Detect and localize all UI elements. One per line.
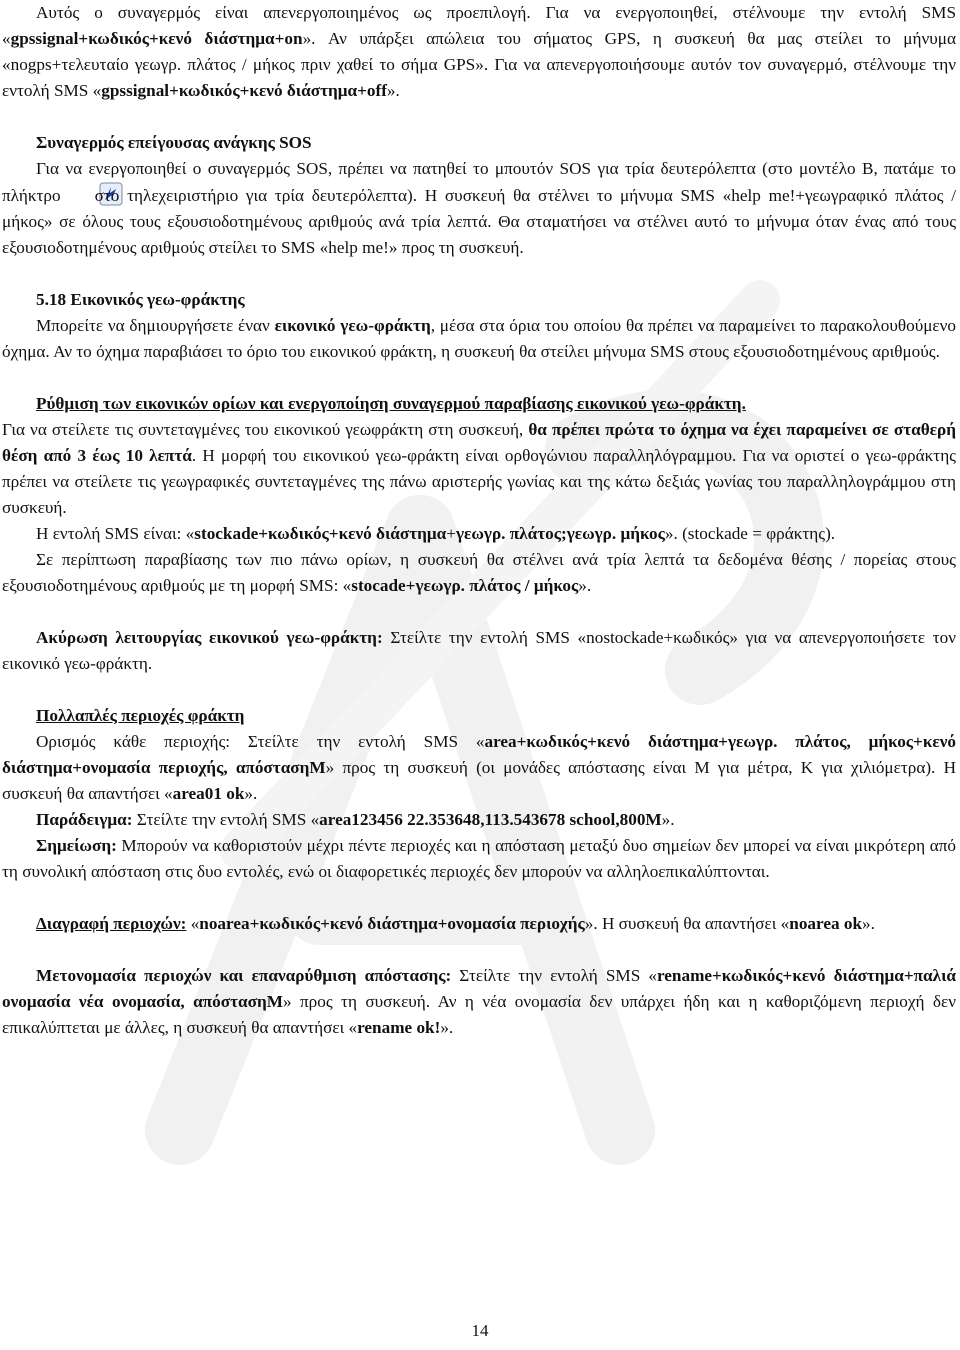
geofence-command-paragraph: Η εντολή SMS είναι: «stockade+κωδικός+κενό διάστημα+γεωγρ. πλάτος;γεωγρ. μήκος». (stockade = φράκτης). [36, 524, 836, 543]
multi-area-heading: Πολλαπλές περιοχές φράκτη [36, 706, 245, 725]
sos-paragraph: Για να ενεργοποιηθεί ο συναγερμός SOS, πρέπει να πατηθεί το μπουτόν SOS για τρία δευτερόλεπτα (στο μοντέλο B, πατάμε το πλήκτρο στο τηλεχειριστήριο για τρία δευτερόλεπτα). Η συσκευή θα στέλνει το μήνυμα SMS «help me!+γεωγραφικό πλάτος / μήκος» σε όλους τους εξουσιοδοτημένους αριθμούς ανά τρία λεπτά. Θα σταματήσει να στέλνει αυτό το μήνυμα όταν ένας από τους εξουσιοδοτημένους αριθμούς στείλει το SMS «help me!» προς τη συσκευή. [2, 159, 956, 257]
multi-area-definition: Ορισμός κάθε περιοχής: Στείλτε την εντολή SMS «area+κωδικός+κενό διάστημα+γεωγρ. πλάτος, μήκος+κενό διάστημα+ονομασία περιοχής, απόστασηM» προς τη συσκευή (οι μονάδες απόστασης είναι M για μέτρα, K για χιλιόμετρα). Η συσκευή θα απαντήσει «area01 ok». [2, 732, 956, 803]
page-number: 14 [471, 1321, 489, 1340]
area-rename-paragraph: Μετονομασία περιοχών και επαναρύθμιση απόστασης: Στείλτε την εντολή SMS «rename+κωδικός+κενό διάστημα+παλιά ονομασία νέα ονομασία, απόστασηM» προς τη συσκευή. Αν η νέα ονομασία δεν υπάρχει ήδη και η καθοριζόμενη περιοχή δεν επικαλύπτεται με άλλες, η συσκευή θα απαντήσει «rename ok!». [2, 966, 957, 1037]
sos-heading: Συναγερμός επείγουσας ανάγκης SOS [36, 133, 312, 152]
geofence-breach-paragraph: Σε περίπτωση παραβίασης των πιο πάνω ορίων, η συσκευή θα στέλνει ανά τρία λεπτά τα δεδομένα θέσης / πορείας στους εξουσιοδοτημένους αριθμούς με τη μορφή SMS: «stocade+γεωγρ. πλάτος / μήκος». [2, 550, 956, 595]
sos-remote-button-icon [65, 182, 89, 206]
page-body [2, 0, 956, 1041]
section-5-18-heading: 5.18 Εικονικός γεω-φράκτης [36, 290, 245, 309]
geofence-cancel-paragraph: Ακύρωση λειτουργίας εικονικού γεω-φράκτη: Στείλτε την εντολή SMS «nostockade+κωδικός» για να απενεργοποιήσετε τον εικονικό γεω-φράκτη. [2, 628, 956, 673]
geofence-setup-heading: Ρύθμιση των εικονικών ορίων και ενεργοποίηση συναγερμού παραβίασης εικονικού γεω-φράκτη. [36, 394, 746, 413]
geofence-setup-paragraph: Για να στείλετε τις συντεταγμένες του εικονικού γεωφράκτη στη συσκευή, θα πρέπει πρώτα το όχημα να έχει παραμείνει σε σταθερή θέση από 3 έως 10 λεπτά. Η μορφή του εικονικού γεω-φράκτη είναι ορθογώνιου παραλληλόγραμμου. Για να οριστεί ο γεω-φράκτης πρέπει να στείλετε τις γεωγραφικές συντεταγμένες της πάνω αριστερής γωνίας και της κάτω δεξιάς γωνίας του παραλληλογράμμου στη συσκευή. [2, 420, 956, 517]
multi-area-example: Παράδειγμα: Στείλτε την εντολή SMS «area123456 22.353648,113.543678 school,800M». [36, 810, 675, 829]
area-delete-paragraph: Διαγραφή περιοχών: «noarea+κωδικός+κενό διάστημα+ονομασία περιοχής». Η συσκευή θα απαντήσει «noarea ok». [36, 914, 875, 933]
geofence-intro-paragraph: Μπορείτε να δημιουργήσετε έναν εικονικό γεω-φράκτη, μέσα στα όρια του οποίου θα πρέπει να παραμείνει το παρακολουθούμενο όχημα. Αν το όχημα παραβιάσει το όριο του εικονικού φράκτη, η συσκευή θα στείλει μήνυμα SMS στους εξουσιοδοτημένους αριθμούς. [2, 316, 957, 361]
multi-area-note: Σημείωση: Μπορούν να καθοριστούν μέχρι πέντε περιοχές και η απόσταση μεταξύ δυο σημείων δεν μπορεί να είναι μικρότερη από τη συνολική απόσταση στις δυο εντολές, ενώ οι διαφορετικές περιοχές δεν μπορούν να αλληλοεπικαλύπτονται. [2, 836, 956, 881]
intro-paragraph: Αυτός ο συναγερμός είναι απενεργοποιημένος ως προεπιλογή. Για να ενεργοποιηθεί, στέλνουμε την εντολή SMS «gpssignal+κωδικός+κενό διάστημα+on». Αν υπάρξει απώλεια του σήματος GPS, η συσκευή θα μας στείλει το μήνυμα «nogps+τελευταίο γεωγρ. πλάτος / μήκος πριν χαθεί το σήμα GPS». Για να απενεργοποιήσουμε αυτόν τον συναγερμό, στέλνουμε την εντολή SMS «gpssignal+κωδικός+κενό διάστημα+off». [2, 3, 956, 100]
